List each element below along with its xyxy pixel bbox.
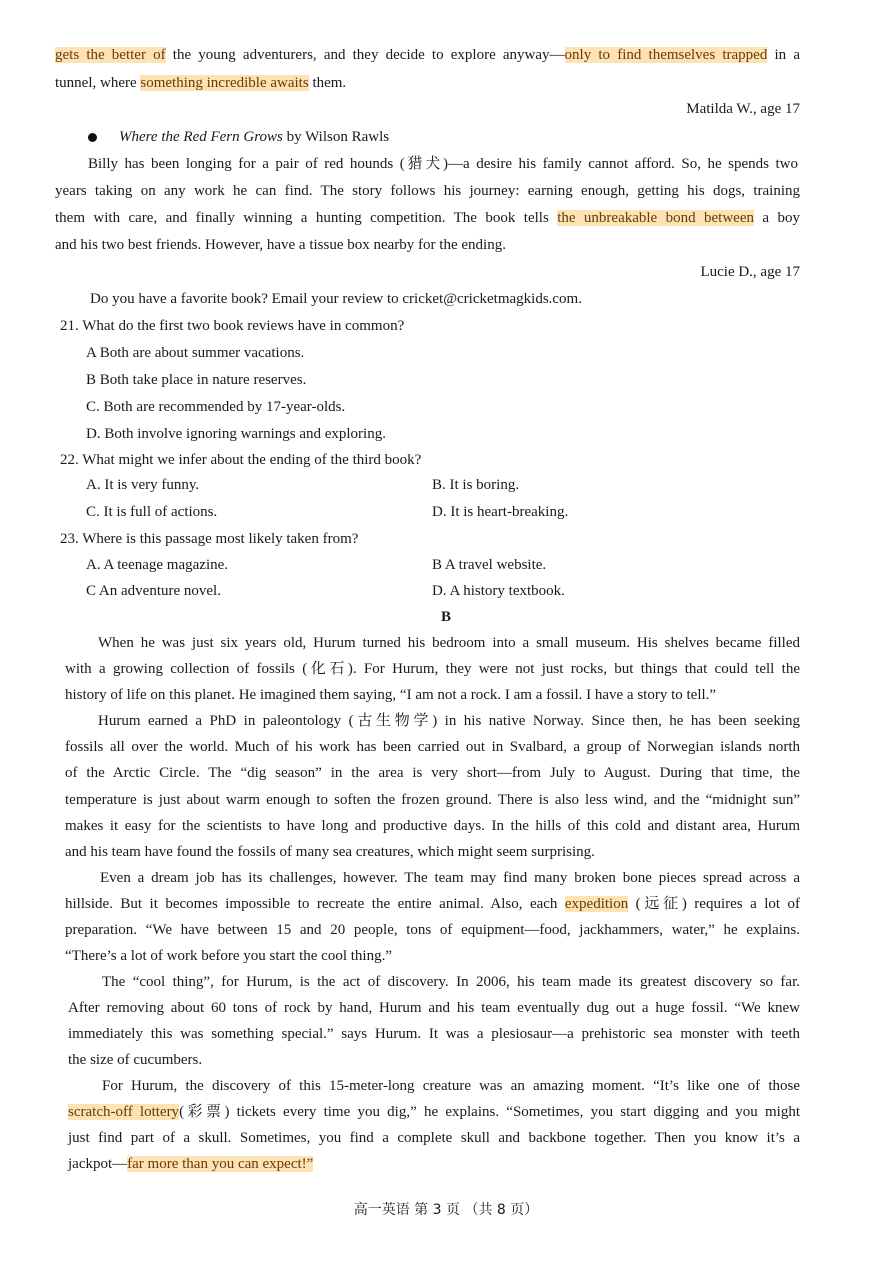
text: jackpot— bbox=[68, 1156, 128, 1172]
p5-line-4 bbox=[68, 1151, 813, 1178]
q23-option-c: C An adventure novel. bbox=[86, 583, 221, 599]
q23-option-d: D. A history textbook. bbox=[432, 583, 565, 599]
q21-option-b: B Both take place in nature reserves. bbox=[86, 372, 307, 388]
p4-line-2: After removing about 60 tons of rock by hand, Hurum and his team eventually dug out a huge fossil. “We knew bbox=[68, 1000, 800, 1016]
book-title: Where the Red Fern Grows bbox=[119, 129, 283, 145]
review-c-line-1: Billy has been longing for a pair of red hounds (猎犬)—a desire his family cannot afford. So, he spends two bbox=[88, 156, 798, 172]
p2-line-5: makes it easy for the scientists to have long and productive days. In the hills of this cold and distant area, Hurum bbox=[65, 818, 800, 834]
review-a-line-1 bbox=[55, 42, 800, 69]
text: a boy bbox=[754, 210, 800, 226]
review-a-author: Matilda W., age 17 bbox=[686, 101, 800, 117]
book-author: by Wilson Rawls bbox=[282, 129, 390, 145]
q22-option-b: B. It is boring. bbox=[432, 477, 520, 493]
text: in a bbox=[767, 47, 800, 63]
text: (远征) requires a lot of bbox=[628, 896, 800, 912]
q21-option-d: D. Both involve ignoring warnings and exploring. bbox=[86, 426, 386, 442]
q21-option-c: C. Both are recommended by 17-year-olds. bbox=[86, 399, 346, 415]
review-c-line-3 bbox=[55, 205, 800, 232]
question-23: 23. Where is this passage most likely taken from? bbox=[60, 531, 359, 547]
p2-line-2: fossils all over the world. Much of his work has been carried out in Svalbard, a group of Norwegian islands north bbox=[65, 739, 800, 755]
p4-line-1: The “cool thing”, for Hurum, is the act of discovery. In 2006, his team made its greatest discovery so far. bbox=[102, 974, 800, 990]
p1-line-2: with a growing collection of fossils (化石). For Hurum, they were not just rocks, but things that could tell the bbox=[65, 661, 800, 677]
p2-line-6: and his team have found the fossils of many sea creatures, which might seem surprising. bbox=[65, 844, 595, 860]
text: hillside. But it becomes impossible to recreate the entire animal. Also, each bbox=[65, 896, 565, 912]
highlight: far more than you can expect!” bbox=[127, 1156, 314, 1172]
q22-option-d: D. It is heart-breaking. bbox=[432, 504, 569, 520]
text: them. bbox=[308, 75, 347, 91]
highlight: gets the better of bbox=[55, 47, 166, 63]
highlight: expedition bbox=[564, 896, 629, 912]
text: tunnel, where bbox=[55, 75, 141, 91]
highlight: only to find themselves trapped bbox=[564, 47, 768, 63]
p5-line-3: just find part of a skull. Sometimes, you find a complete skull and backbone together. Then you know it’s a bbox=[68, 1130, 800, 1146]
p1-line-3: history of life on this planet. He imagined them saying, “I am not a rock. I am a fossil. I have a story to tell.” bbox=[65, 687, 717, 703]
section-b-label: B bbox=[440, 609, 451, 625]
review-c-author: Lucie D., age 17 bbox=[700, 264, 800, 280]
p3-line-4: “There’s a lot of work before you start the cool thing.” bbox=[65, 948, 392, 964]
highlight: the unbreakable bond between bbox=[557, 210, 755, 226]
p3-line-3: preparation. “We have between 15 and 20 people, tons of equipment—food, jackhammers, water,” he explains. bbox=[65, 922, 800, 938]
p5-line-2 bbox=[68, 1099, 800, 1126]
p2-line-4: temperature is just about warm enough to soften the frozen ground. There is also less wind, and the “midnight sun” bbox=[65, 792, 800, 808]
text: them with care, and finally winning a hunting competition. The book tells bbox=[55, 210, 558, 226]
q23-option-b: B A travel website. bbox=[432, 557, 547, 573]
question-21: 21. What do the first two book reviews have in common? bbox=[60, 318, 405, 334]
q22-option-a: A. It is very funny. bbox=[86, 477, 200, 493]
text: the young adventurers, and they decide to explore anyway— bbox=[165, 47, 565, 63]
review-a-line-2 bbox=[55, 70, 800, 97]
review-c-line-2: years taking on any work he can find. The story follows his journey: earning enough, getting his dogs, training bbox=[55, 183, 800, 199]
review-c-title-line bbox=[88, 124, 833, 151]
question-22: 22. What might we infer about the ending of the third book? bbox=[60, 452, 422, 468]
invite-text: Do you have a favorite book? Email your review to cricket@cricketmagkids.com. bbox=[90, 291, 582, 307]
p1-line-1: When he was just six years old, Hurum turned his bedroom into a small museum. His shelves became filled bbox=[98, 635, 800, 651]
highlight: scratch-off lottery bbox=[68, 1104, 180, 1120]
q22-option-c: C. It is full of actions. bbox=[86, 504, 218, 520]
text: (彩票) tickets every time you dig,” he explains. “Sometimes, you start digging and you might bbox=[179, 1104, 800, 1120]
highlight: something incredible awaits bbox=[140, 75, 309, 91]
p3-line-2 bbox=[65, 891, 800, 918]
q21-option-a: A Both are about summer vacations. bbox=[86, 345, 305, 361]
p2-line-3: of the Arctic Circle. The “dig season” in the area is very short—from July to August. During that time, the bbox=[65, 765, 800, 781]
review-c-line-4: and his two best friends. However, have a tissue box nearby for the ending. bbox=[55, 237, 506, 253]
bullet-icon bbox=[88, 133, 97, 142]
p4-line-3: immediately this was something special.” says Hurum. It was a plesiosaur—a prehistoric sea monster with teeth bbox=[68, 1026, 800, 1042]
p5-line-1: For Hurum, the discovery of this 15-meter-long creature was an amazing moment. “It’s like one of those bbox=[102, 1078, 800, 1094]
p3-line-1: Even a dream job has its challenges, however. The team may find many broken bone pieces spread across a bbox=[100, 870, 800, 886]
p4-line-4: the size of cucumbers. bbox=[68, 1052, 203, 1068]
page-footer: 高一英语 第 3 页 （共 8 页） bbox=[353, 1202, 539, 1218]
q23-option-a: A. A teenage magazine. bbox=[86, 557, 229, 573]
p2-line-1: Hurum earned a PhD in paleontology (古生物学) in his native Norway. Since then, he has been seeking bbox=[98, 713, 800, 729]
